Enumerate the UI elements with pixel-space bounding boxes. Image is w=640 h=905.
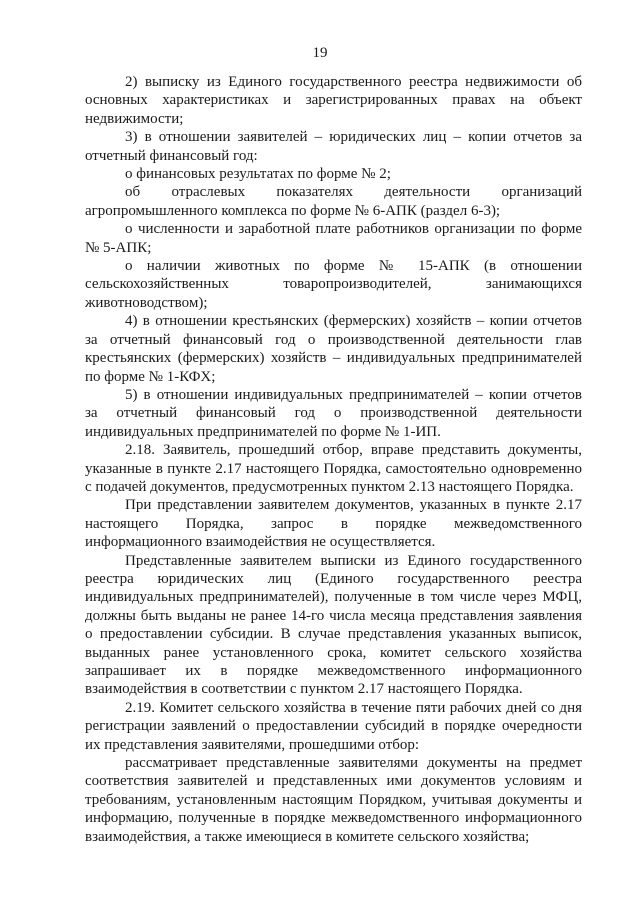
page-number: 19 xyxy=(312,45,328,61)
paragraph: об отраслевых показателях деятельности организаций агропромышленного комплекса по форме № 6-АПК (раздел 6-3); xyxy=(85,184,582,219)
paragraph: 2.19. Комитет сельского хозяйства в течение пяти рабочих дней со дня регистрации заявлений о предоставлении субсидий в порядке очередности их представления заявителями, прошедшими отбор: xyxy=(85,699,582,753)
paragraph: 5) в отношении индивидуальных предпринимателей – копии отчетов за отчетный финансовый год о производственной деятельности индивидуальных предпринимателей по форме № 1-ИП. xyxy=(85,386,582,440)
document-body xyxy=(85,73,582,846)
paragraph: При представлении заявителем документов, указанных в пункте 2.17 настоящего Порядка, запрос в порядке межведомственного информационного взаимодействия не осуществляется. xyxy=(85,497,582,551)
paragraph: рассматривает представленные заявителями документы на предмет соответствия заявителей и представленных ими документов условиям и требованиям, установленным настоящим Порядком, учитывая документы и информацию, полученные в порядке межведомственного информационного взаимодействия, а также имеющиеся в комитете сельского хозяйства; xyxy=(85,755,582,845)
paragraph: 2.18. Заявитель, прошедший отбор, вправе представить документы, указанные в пункте 2.17 настоящего Порядка, самостоятельно одновременно с подачей документов, предусмотренных пунктом 2.13 настоящего Порядка. xyxy=(85,442,582,495)
paragraph: 4) в отношении крестьянских (фермерских) хозяйств – копии отчетов за отчетный финансовый год о производственной деятельности глав крестьянских (фермерских) хозяйств – индивидуальных предпринимателей по форме № 1-КФХ; xyxy=(85,313,582,385)
paragraph: о численности и заработной плате работников организации по форме № 5-АПК; xyxy=(85,221,582,256)
paragraph: 3) в отношении заявителей – юридических лиц – копии отчетов за отчетный финансовый год: xyxy=(85,129,582,164)
paragraph: о наличии животных по форме № 15-АПК (в отношении сельскохозяйственных товаропроизводителей, занимающихся животноводством); xyxy=(85,258,582,311)
paragraph: 2) выписку из Единого государственного реестра недвижимости об основных характеристиках и зарегистрированных правах на объект недвижимости; xyxy=(85,74,582,127)
paragraph: о финансовых результатах по форме № 2; xyxy=(125,166,391,183)
paragraph: Представленные заявителем выписки из Единого государственного реестра юридических лиц (Единого государственного реестра индивидуальных предпринимателей), полученные в том числе через МФЦ, должны быть выданы не ранее 14-го числа месяца представления заявления о предоставлении субсидии. В случае представления указанных выписок, выданных ранее установленного срока, комитет сельского хозяйства запрашивает их в порядке межведомственного информационного взаимодействия в соответствии с пунктом 2.17 настоящего Порядка. xyxy=(85,552,582,698)
